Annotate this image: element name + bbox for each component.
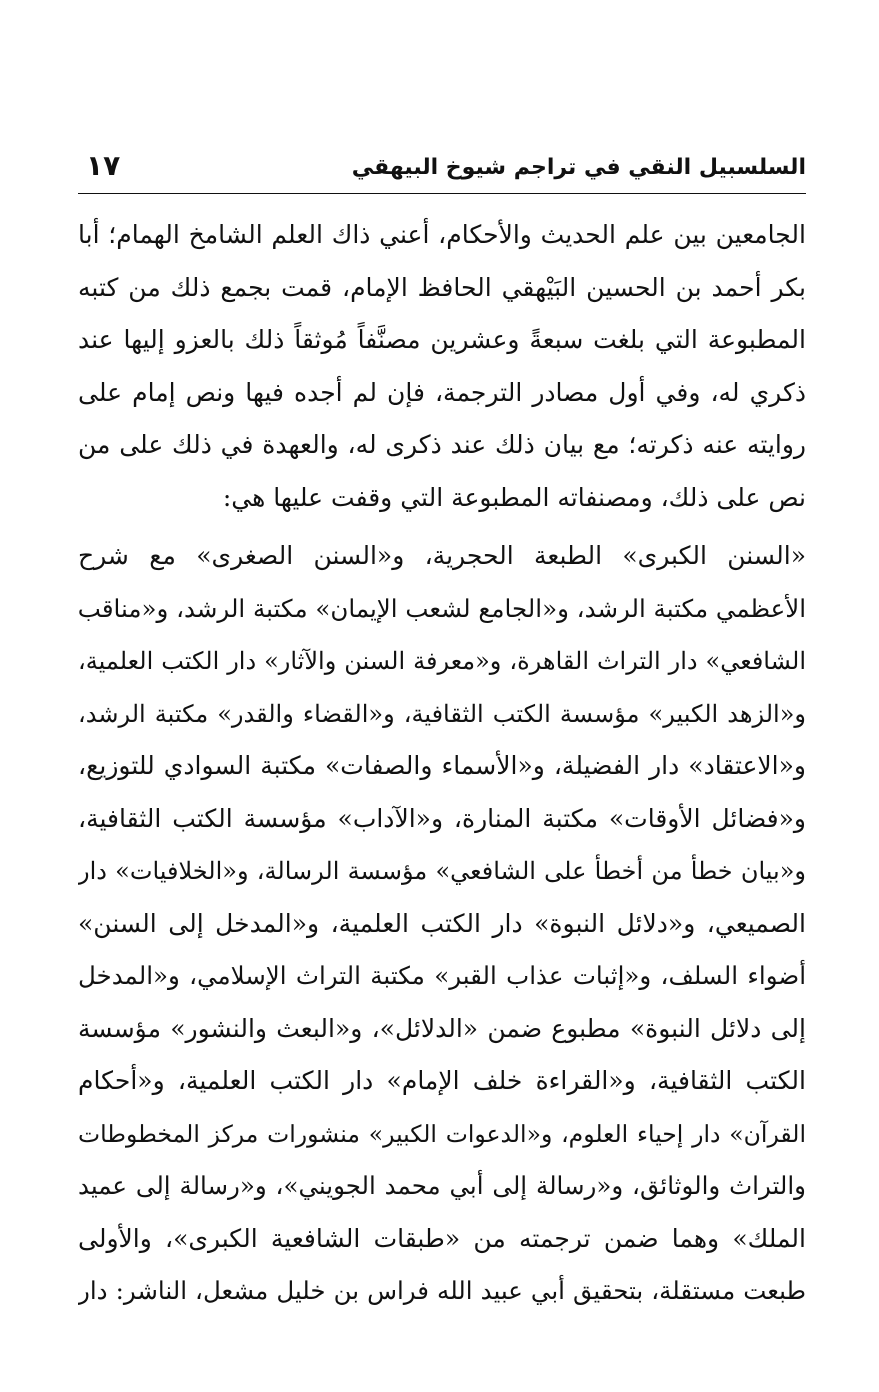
- text-line: القرآن» دار إحياء العلوم، و«الدعوات الكبير» منشورات مركز المخطوطات: [78, 1119, 806, 1148]
- text-line: نص على ذلك، ومصنفاته المطبوعة التي وقفت عليها هي:: [222, 482, 806, 512]
- text-line: الشافعي» دار التراث القاهرة، و«معرفة السنن والآثار» دار الكتب العلمية،: [78, 647, 806, 675]
- header-rule: [78, 193, 806, 194]
- running-header: [78, 140, 806, 188]
- text-line: ذكري له، وفي أول مصادر الترجمة، فإن لم أجده فيها ونص إمام على: [78, 377, 806, 407]
- text-line: إلى دلائل النبوة» مطبوع ضمن «الدلائل»، و«البعث والنشور» مؤسسة: [78, 1013, 806, 1043]
- text-line: أضواء السلف، و«إثبات عذاب القبر» مكتبة التراث الإسلامي، و«المدخل: [78, 961, 806, 990]
- text-line: بكر أحمد بن الحسين البَيْهقي الحافظ الإمام، قمت بجمع ذلك من كتبه: [78, 272, 806, 302]
- text-line: الكتب الثقافية، و«القراءة خلف الإمام» دار الكتب العلمية، و«أحكام: [78, 1066, 806, 1095]
- text-line: الملك» وهما ضمن ترجمته من «طبقات الشافعية الكبرى»، والأولى: [78, 1223, 806, 1253]
- text-line: و«فضائل الأوقات» مكتبة المنارة، و«الآداب» مؤسسة الكتب الثقافية،: [78, 803, 806, 833]
- page-number: ١٧: [86, 149, 121, 182]
- text-line: طبعت مستقلة، بتحقيق أبي عبيد الله فراس بن خليل مشعل، الناشر: دار: [78, 1276, 806, 1305]
- text-line: الأعظمي مكتبة الرشد، و«الجامع لشعب الإيمان» مكتبة الرشد، و«مناقب: [78, 593, 806, 623]
- paragraph-intro: [78, 209, 806, 524]
- text-line: الصميعي، و«دلائل النبوة» دار الكتب العلمية، و«المدخل إلى السنن»: [78, 908, 806, 938]
- paragraph-works-list: [78, 530, 806, 1318]
- body-text: [78, 209, 806, 1318]
- text-line: «السنن الكبرى» الطبعة الحجرية، و«السنن الصغرى» مع شرح: [78, 541, 806, 570]
- text-line: الجامعين بين علم الحديث والأحكام، أعني ذاك العلم الشامخ الهمام؛ أبا: [78, 220, 806, 249]
- text-line: المطبوعة التي بلغت سبعةً وعشرين مصنَّفاً مُوثقاً ذلك بالعزو إليها عند: [78, 325, 806, 354]
- text-line: روايته عنه ذكرته؛ مع بيان ذلك عند ذكرى له، والعهدة في ذلك على من: [78, 430, 806, 459]
- running-header-title: السلسبيل النقي في تراجم شيوخ البيهقي: [351, 155, 806, 180]
- text-line: و«الزهد الكبير» مؤسسة الكتب الثقافية، و«القضاء والقدر» مكتبة الرشد،: [78, 699, 806, 728]
- text-line: والتراث والوثائق، و«رسالة إلى أبي محمد الجويني»، و«رسالة إلى عميد: [78, 1171, 806, 1200]
- text-line: و«الاعتقاد» دار الفضيلة، و«الأسماء والصفات» مكتبة السوادي للتوزيع،: [78, 751, 806, 780]
- text-line: و«بيان خطأ من أخطأ على الشافعي» مؤسسة الرسالة، و«الخلافيات» دار: [78, 857, 806, 885]
